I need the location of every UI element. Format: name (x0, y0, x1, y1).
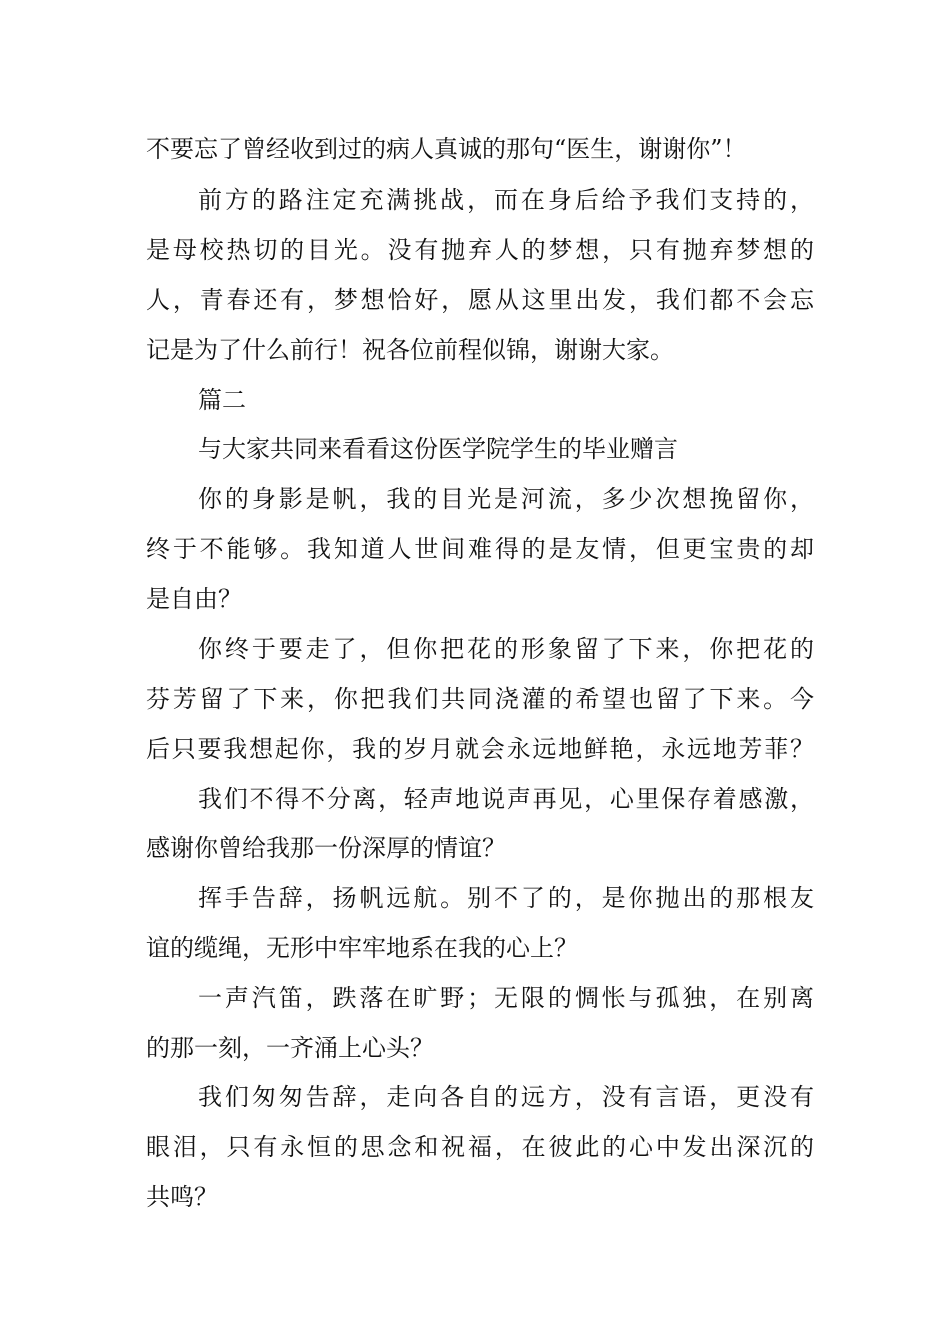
text-line: 谊的缆绳，无形中牢牢地系在我的心上？ (146, 934, 578, 962)
text-line: 你的身影是帆，我的目光是河流，多少次想挽留你， (198, 485, 814, 513)
text-line: 不要忘了曾经收到过的病人真诚的那句“医生，谢谢你”！ (146, 135, 747, 163)
text-line: 记是为了什么前行！祝各位前程似锦，谢谢大家。 (146, 336, 674, 364)
text-line: 你终于要走了，但你把花的形象留了下来，你把花的 (198, 635, 814, 663)
text-line: 后只要我想起你，我的岁月就会永远地鲜艳，永远地芳菲？ (146, 735, 814, 763)
section-heading: 篇二 (198, 386, 246, 414)
text-line: 共鸣？ (146, 1183, 218, 1211)
text-line: 我们不得不分离，轻声地说声再见，心里保存着感激， (198, 785, 814, 813)
text-line: 一声汽笛，跌落在旷野；无限的惆怅与孤独，在别离 (198, 984, 814, 1012)
text-line: 芬芳留了下来，你把我们共同浇灌的希望也留了下来。今 (146, 685, 814, 713)
text-line: 挥手告辞，扬帆远航。别不了的，是你抛出的那根友 (198, 884, 814, 912)
text-line: 前方的路注定充满挑战，而在身后给予我们支持的， (198, 186, 814, 214)
text-line: 是母校热切的目光。没有抛弃人的梦想，只有抛弃梦想的 (146, 236, 814, 264)
text-line: 眼泪，只有永恒的思念和祝福，在彼此的心中发出深沉的 (146, 1133, 814, 1161)
text-line: 的那一刻，一齐涌上心头？ (146, 1034, 434, 1062)
text-line: 我们匆匆告辞，走向各自的远方，没有言语，更没有 (198, 1083, 814, 1111)
text-line: 人，青春还有，梦想恰好，愿从这里出发，我们都不会忘 (146, 286, 814, 314)
text-line: 与大家共同来看看这份医学院学生的毕业赠言 (198, 435, 678, 463)
text-line: 终于不能够。我知道人世间难得的是友情，但更宝贵的却 (146, 535, 814, 563)
text-line: 感谢你曾给我那一份深厚的情谊？ (146, 834, 506, 862)
text-line: 是自由？ (146, 585, 242, 613)
